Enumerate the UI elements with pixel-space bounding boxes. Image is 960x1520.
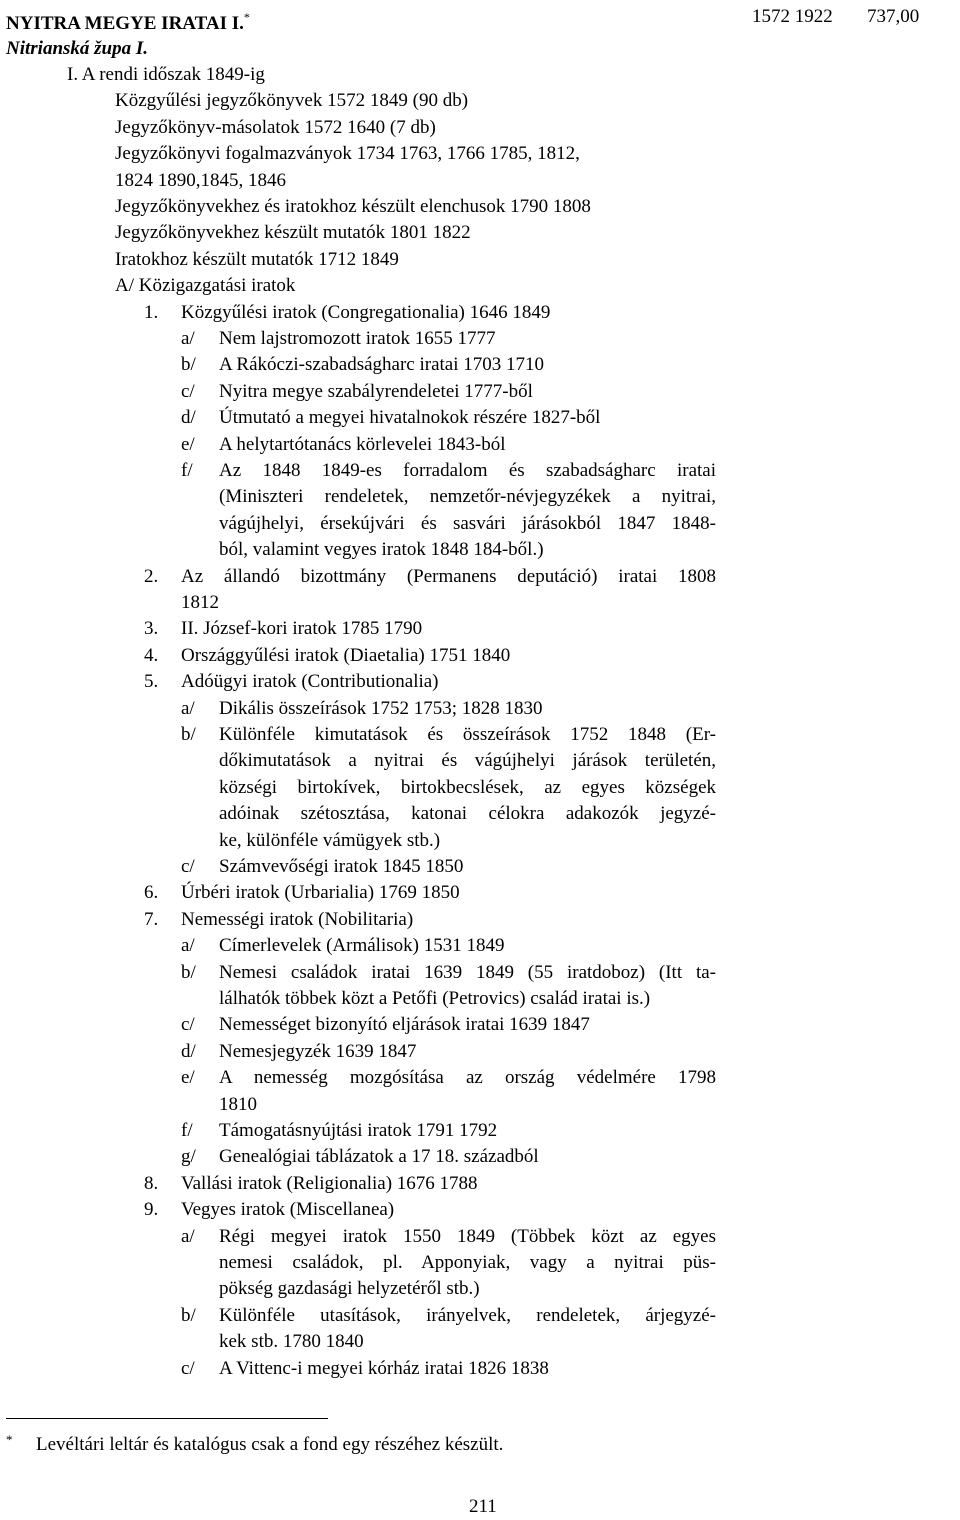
item-number: 7. xyxy=(144,908,159,930)
item-number: 6. xyxy=(144,882,159,904)
list-item: A Rákóczi-szabadságharc iratai 1703 1710 xyxy=(219,354,544,376)
item-number: 8. xyxy=(144,1172,159,1194)
list-item: Jegyzőkönyvekhez és iratokhoz készült elenchusok 1790 1808 xyxy=(115,196,591,217)
item-number: e/ xyxy=(181,1067,195,1089)
item-number: a/ xyxy=(181,328,195,349)
list-item: Útmutató a megyei hivatalnokok részére 1827-ből xyxy=(219,407,601,429)
list-item: Vallási iratok (Religionalia) 1676 1788 xyxy=(181,1172,478,1194)
list-item: Közgyűlési jegyzőkönyvek 1572 1849 (90 db) xyxy=(115,90,469,112)
footnote-text: Levéltári leltár és katalógus csak a fond egy részéhez készült. xyxy=(36,1434,504,1455)
list-item: Jegyzőkönyvi fogalmazványok 1734 1763, 1766 1785, 1812, xyxy=(115,143,580,165)
list-item: vágújhelyi, érsekújvári és sasvári járásokból 1847 1848- xyxy=(219,512,716,534)
document-title: NYITRA MEGYE IRATAI I.* xyxy=(6,10,250,34)
footnote-reference: * xyxy=(243,10,250,24)
list-item: 1812 xyxy=(181,592,219,613)
item-number: a/ xyxy=(181,697,195,719)
header-years: 1572 1922 xyxy=(752,6,833,27)
list-item: nemesi családok, pl. Apponyiak, vagy a nyitrai püs- xyxy=(219,1252,716,1273)
item-number: 2. xyxy=(144,565,159,587)
footnote-mark: * xyxy=(6,1432,13,1447)
item-number: c/ xyxy=(181,1014,195,1036)
item-number: g/ xyxy=(181,1146,196,1168)
list-item: Jegyzőkönyvekhez készült mutatók 1801 1822 xyxy=(115,222,471,244)
item-number: b/ xyxy=(181,1304,196,1326)
list-item: lálhatók többek közt a Petőfi (Petrovics) család iratai is.) xyxy=(219,988,651,1009)
list-item: II. József-kori iratok 1785 1790 xyxy=(181,618,423,640)
list-item: Különféle utasítások, irányelvek, rendeletek, árjegyzé- xyxy=(219,1304,716,1326)
item-number: a/ xyxy=(181,935,195,957)
list-item: Régi megyei iratok 1550 1849 (Többek közt az egyes xyxy=(219,1225,716,1247)
list-item: A helytartótanács körlevelei 1843-ból xyxy=(219,433,506,455)
list-item: Úrbéri iratok (Urbarialia) 1769 1850 xyxy=(181,882,460,904)
list-item: községi birtokívek, birtokbecslések, az egyes községek xyxy=(219,776,716,798)
list-item: A nemesség mozgósítása az ország védelmére 1798 xyxy=(219,1067,716,1089)
item-number: b/ xyxy=(181,354,196,376)
item-number: a/ xyxy=(181,1225,195,1247)
list-item: Nyitra megye szabályrendeletei 1777-ből xyxy=(219,380,533,402)
list-item: Az 1848 1849-es forradalom és szabadságharc iratai xyxy=(219,460,716,481)
item-number: e/ xyxy=(181,433,195,455)
list-item: Címerlevelek (Armálisok) 1531 1849 xyxy=(219,935,505,957)
header-extent: 737,00 xyxy=(867,6,920,27)
item-number: b/ xyxy=(181,724,196,745)
list-item: Adóügyi iratok (Contributionalia) xyxy=(181,671,439,693)
item-number: 9. xyxy=(144,1199,159,1221)
list-item: 1810 xyxy=(219,1093,257,1115)
list-item: ke, különféle vámügyek stb.) xyxy=(219,829,441,851)
list-item: Számvevőségi iratok 1845 1850 xyxy=(219,856,464,877)
page-number: 211 xyxy=(469,1496,497,1517)
list-item: Nemesi családok iratai 1639 1849 (55 iratdoboz) (Itt ta- xyxy=(219,961,716,983)
item-number: d/ xyxy=(181,407,196,429)
item-number: 1. xyxy=(144,301,159,323)
list-item: A/ Közigazgatási iratok xyxy=(115,275,296,297)
list-item: Jegyzőkönyv-másolatok 1572 1640 (7 db) xyxy=(115,116,436,138)
item-number: 4. xyxy=(144,644,159,666)
list-item: Nemesjegyzék 1639 1847 xyxy=(219,1040,417,1062)
list-item: Nemességet bizonyító eljárások iratai 1639 1847 xyxy=(219,1014,590,1036)
list-item: Dikális összeírások 1752 1753; 1828 1830 xyxy=(219,697,543,719)
list-item: A Vittenc-i megyei kórház iratai 1826 1838 xyxy=(219,1357,549,1379)
list-item: (Miniszteri rendeletek, nemzetőr-névjegyzékek a nyitrai, xyxy=(219,486,716,508)
item-number: 3. xyxy=(144,618,159,640)
footnote-rule xyxy=(6,1418,328,1419)
item-number: d/ xyxy=(181,1040,196,1062)
item-number: c/ xyxy=(181,1357,195,1379)
list-item: Nem lajstromozott iratok 1655 1777 xyxy=(219,328,496,349)
list-item: Iratokhoz készült mutatók 1712 1849 xyxy=(115,248,399,270)
list-item: pökség gazdasági helyzetéről stb.) xyxy=(219,1278,480,1300)
list-item: I. A rendi időszak 1849-ig xyxy=(67,64,265,85)
list-item: 1824 1890,1845, 1846 xyxy=(115,169,286,191)
list-item: kek stb. 1780 1840 xyxy=(219,1331,364,1353)
list-item: Különféle kimutatások és összeírások 1752 1848 (Er- xyxy=(219,724,716,745)
item-number: c/ xyxy=(181,856,195,877)
item-number: f/ xyxy=(181,460,193,481)
list-item: dőkimutatások a nyitrai és vágújhelyi járások területén, xyxy=(219,750,716,772)
list-item: adóinak szétosztása, katonai célokra adakozók jegyzé- xyxy=(219,803,716,825)
list-item: Genealógiai táblázatok a 17 18. századból xyxy=(219,1146,539,1168)
item-number: 5. xyxy=(144,671,159,693)
list-item: Nemességi iratok (Nobilitaria) xyxy=(181,908,414,930)
item-number: c/ xyxy=(181,380,195,402)
list-item: Az állandó bizottmány (Permanens deputáció) iratai 1808 xyxy=(181,565,716,587)
item-number: f/ xyxy=(181,1120,193,1141)
list-item: ból, valamint vegyes iratok 1848 184-ből.) xyxy=(219,539,544,561)
list-item: Országgyűlési iratok (Diaetalia) 1751 1840 xyxy=(181,644,511,666)
list-item: Vegyes iratok (Miscellanea) xyxy=(181,1199,395,1221)
list-item: Támogatásnyújtási iratok 1791 1792 xyxy=(219,1120,498,1141)
list-item: Közgyűlési iratok (Congregationalia) 1646 1849 xyxy=(181,301,551,323)
document-subtitle: Nitrianská župa I. xyxy=(6,38,149,59)
item-number: b/ xyxy=(181,961,196,983)
